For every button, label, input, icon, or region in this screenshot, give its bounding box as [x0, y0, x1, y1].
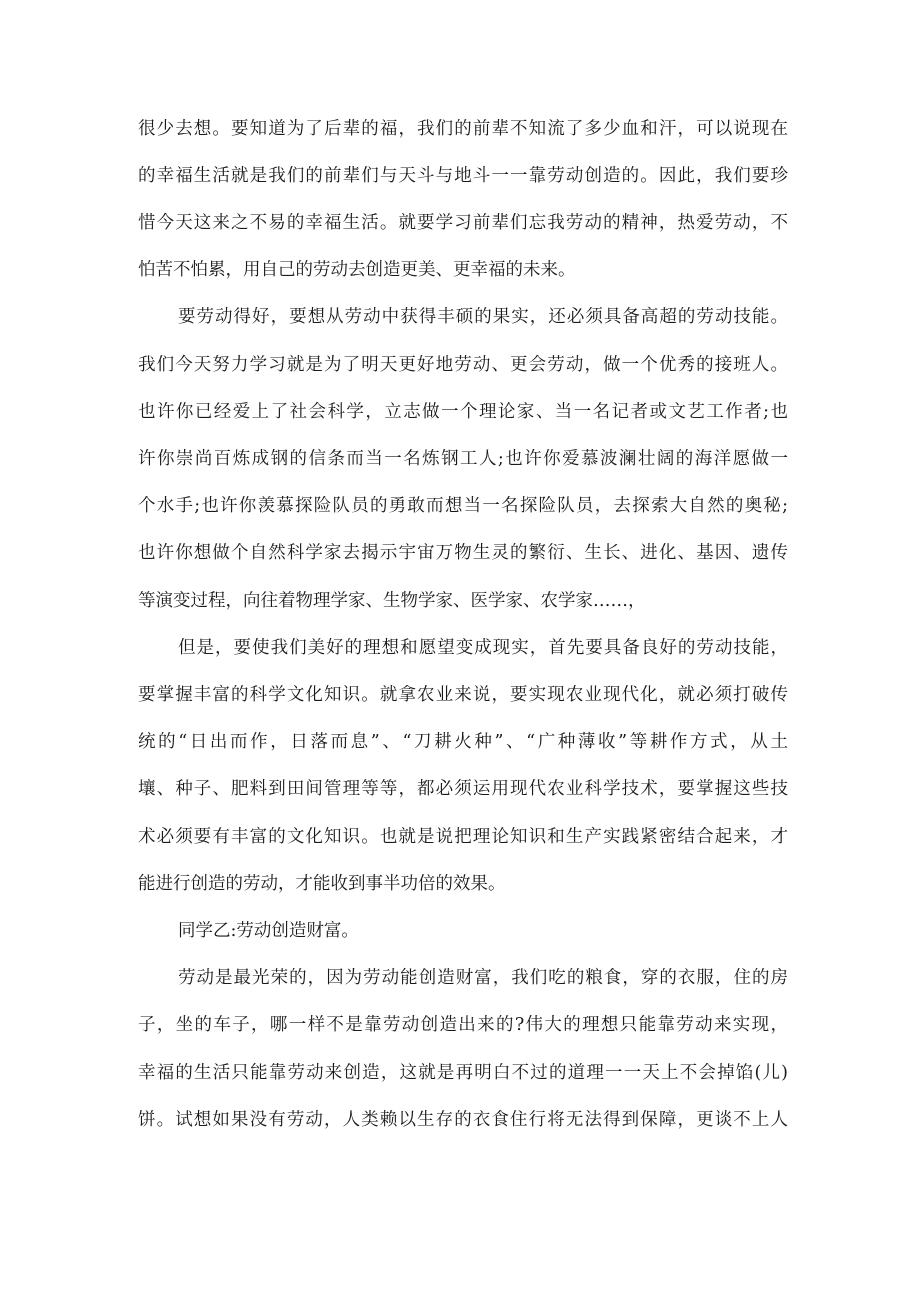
text-line: 怕苦不怕累，用自己的劳动去创造更美、更幸福的未来。 — [138, 260, 576, 280]
text-line: 也许你想做个自然科学家去揭示宇宙万物生灵的繁衍、生长、进化、基因、遗传 — [138, 543, 788, 563]
text-line: 幸福的生活只能靠劳动来创造，这就是再明白不过的道理一一天上不会掉馅(儿) — [138, 1063, 788, 1083]
text-line: 许你崇尚百炼成钢的信条而当一名炼钢工人;也许你爱慕波澜壮阔的海洋愿做一 — [138, 449, 788, 469]
text-line: 能进行创造的劳动，才能收到事半功倍的效果。 — [138, 874, 506, 894]
text-line: 饼。试想如果没有劳动，人类赖以生存的衣食住行将无法得到保障，更谈不上人 — [138, 1110, 788, 1130]
text-line: 劳动是最光荣的，因为劳动能创造财富，我们吃的粮食，穿的衣服，住的房 — [178, 968, 788, 988]
text-line: 术必须要有丰富的文化知识。也就是说把理论知识和生产实践紧密结合起来，才 — [138, 827, 788, 847]
text-line: 统的“日出而作，日落而息”、“刀耕火种”、“广种薄收”等耕作方式，从土 — [138, 732, 788, 752]
text-line: 我们今天努力学习就是为了明天更好地劳动、更会劳动，做一个优秀的接班人。 — [138, 355, 788, 375]
text-line: 子，坐的车子，哪一样不是靠劳动创造出来的?伟大的理想只能靠劳动来实现， — [138, 1015, 788, 1035]
text-line: 很少去想。要知道为了后辈的福，我们的前辈不知流了多少血和汗，可以说现在 — [138, 119, 788, 139]
text-line: 个水手;也许你羡慕探险队员的勇敢而想当一名探险队员，去探索大自然的奥秘; — [138, 496, 788, 516]
text-line: 的幸福生活就是我们的前辈们与天斗与地斗一一靠劳动创造的。因此，我们要珍 — [138, 166, 788, 186]
text-line: 壤、种子、肥料到田间管理等等，都必须运用现代农业科学技术，要掌握这些技 — [138, 779, 788, 799]
text-line: 但是，要使我们美好的理想和愿望变成现实，首先要具备良好的劳动技能， — [178, 638, 788, 658]
text-line: 惜今天这来之不易的幸福生活。就要学习前辈们忘我劳动的精神，热爱劳动，不 — [138, 213, 788, 233]
text-line: 也许你已经爱上了社会科学，立志做一个理论家、当一名记者或文艺工作者;也 — [138, 402, 788, 422]
speaker-heading: 同学乙:劳动创造财富。 — [178, 921, 359, 941]
text-line: 要掌握丰富的科学文化知识。就拿农业来说，要实现农业现代化，就必须打破传 — [138, 685, 788, 705]
text-line: 等演变过程，向往着物理学家、生物学家、医学家、农学家……， — [138, 591, 646, 611]
text-line: 要劳动得好，要想从劳动中获得丰硕的果实，还必须具备高超的劳动技能。 — [178, 307, 788, 327]
